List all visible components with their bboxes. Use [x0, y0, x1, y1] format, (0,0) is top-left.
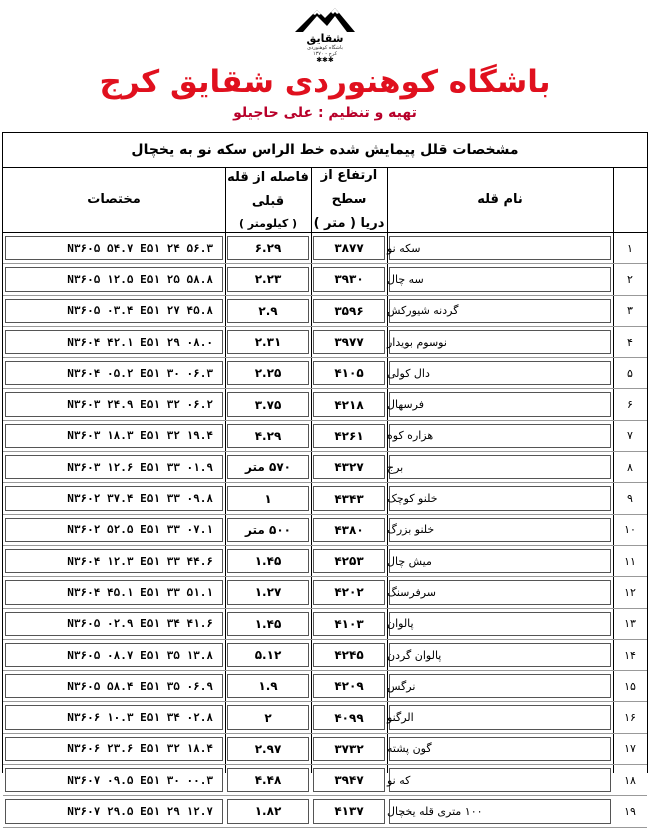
cell-elevation [311, 765, 387, 795]
cell-elevation-text: ۴۰۹۹ [334, 710, 364, 725]
cell-number [613, 452, 647, 482]
cell-coords-text: N۳۶۰۵ ۵۴.۷ E۵۱ ۲۴ ۵۶.۳ [67, 241, 213, 255]
cell-frame [389, 674, 611, 698]
cell-elevation [311, 702, 387, 732]
cell-distance-text: ۱.۲۷ [254, 585, 282, 600]
cell-coords [3, 483, 225, 513]
cell-coords [3, 515, 225, 545]
table-row [3, 640, 647, 671]
logo-stars: ✱✱✱ [316, 56, 334, 64]
cell-name-text: ۱۰۰ متری قله یخچال [387, 804, 483, 818]
table-row [3, 483, 647, 514]
cell-number-text: ۱۸ [624, 773, 636, 787]
cell-elevation [311, 389, 387, 419]
cell-number [613, 609, 647, 639]
cell-number-text: ۱۰ [624, 523, 636, 537]
cell-name-text: که نو [387, 773, 411, 787]
cell-distance [225, 609, 311, 639]
cell-distance [225, 233, 311, 263]
cell-number [613, 421, 647, 451]
cell-name [387, 452, 613, 482]
cell-coords-text: N۳۶۰۲ ۵۲.۵ E۵۱ ۳۳ ۰۷.۱ [67, 523, 213, 537]
logo-tagline: کرج - ۱۳۷۰ [312, 51, 338, 57]
cell-distance [225, 327, 311, 357]
cell-elevation-text: ۳۹۳۰ [334, 272, 364, 287]
cell-coords-text: N۳۶۰۵ ۵۸.۴ E۵۱ ۳۵ ۰۶.۹ [67, 679, 213, 693]
cell-coords-text: N۳۶۰۳ ۱۸.۳ E۵۱ ۳۲ ۱۹.۴ [67, 429, 213, 443]
cell-coords [3, 796, 225, 826]
cell-coords [3, 577, 225, 607]
cell-number-text: ۵ [627, 366, 633, 380]
cell-coords [3, 765, 225, 795]
cell-coords [3, 327, 225, 357]
cell-number [613, 546, 647, 576]
cell-number [613, 765, 647, 795]
cell-name [387, 702, 613, 732]
cell-name [387, 734, 613, 764]
table-body [3, 233, 647, 828]
cell-coords-text: N۳۶۰۵ ۰۲.۹ E۵۱ ۳۴ ۴۱.۶ [67, 617, 213, 631]
cell-number-text: ۸ [627, 460, 633, 474]
table-row [3, 389, 647, 420]
cell-frame [389, 612, 611, 636]
cell-number-text: ۴ [627, 335, 633, 349]
club-title: باشگاه کوهنوردی شقایق کرج [99, 64, 551, 100]
cell-coords [3, 233, 225, 263]
cell-number [613, 515, 647, 545]
cell-coords [3, 452, 225, 482]
cell-elevation [311, 358, 387, 388]
header-coords: مختصات [87, 192, 141, 207]
cell-number [613, 358, 647, 388]
cell-elevation [311, 609, 387, 639]
cell-elevation-text: ۴۱۰۵ [334, 366, 364, 381]
cell-name [387, 546, 613, 576]
cell-number [613, 577, 647, 607]
cell-distance-text: ۱ [264, 491, 272, 506]
cell-distance-text: ۶.۲۹ [254, 241, 282, 256]
cell-name-text: سرفرسنگ [387, 585, 436, 599]
cell-elevation [311, 421, 387, 451]
cell-frame [389, 236, 611, 260]
cell-number [613, 702, 647, 732]
cell-elevation-text: ۴۲۰۹ [334, 679, 364, 694]
cell-distance [225, 452, 311, 482]
cell-name [387, 796, 613, 826]
table-row [3, 515, 647, 546]
cell-number [613, 264, 647, 294]
table-row [3, 452, 647, 483]
cell-distance [225, 734, 311, 764]
cell-number [613, 327, 647, 357]
table-row [3, 327, 647, 358]
cell-elevation-text: ۴۱۳۷ [334, 804, 364, 819]
cell-number [613, 389, 647, 419]
cell-distance [225, 264, 311, 294]
cell-number [613, 640, 647, 670]
cell-number [613, 233, 647, 263]
cell-number-text: ۱ [627, 241, 633, 255]
cell-distance [225, 671, 311, 701]
cell-number [613, 734, 647, 764]
cell-name [387, 264, 613, 294]
table-row [3, 264, 647, 295]
cell-distance-text: ۴.۲۹ [254, 428, 282, 443]
cell-coords [3, 640, 225, 670]
peaks-table [2, 132, 648, 819]
logo-subtitle: باشگاه کوهنوردی [307, 45, 343, 51]
cell-name-text: گون پشته [387, 742, 432, 756]
cell-distance [225, 577, 311, 607]
cell-elevation-text: ۴۲۰۲ [334, 585, 364, 600]
cell-distance [225, 546, 311, 576]
table-row [3, 734, 647, 765]
cell-number-text: ۲ [627, 272, 633, 286]
cell-elevation [311, 546, 387, 576]
cell-elevation-text: ۴۲۵۳ [334, 554, 364, 569]
cell-elevation [311, 671, 387, 701]
cell-elevation-text: ۳۷۳۲ [334, 741, 364, 756]
cell-distance-text: ۱.۴۵ [254, 616, 282, 631]
credit-line: تهیه و تنظیم : علی حاجیلو [233, 105, 417, 121]
cell-name [387, 765, 613, 795]
cell-name-text: پالوان [387, 617, 414, 631]
cell-coords [3, 421, 225, 451]
cell-coords-text: N۳۶۰۲ ۳۷.۴ E۵۱ ۳۳ ۰۹.۸ [67, 492, 213, 506]
cell-coords-text: N۳۶۰۶ ۲۳.۶ E۵۱ ۳۲ ۱۸.۴ [67, 742, 213, 756]
cell-coords [3, 546, 225, 576]
cell-number [613, 483, 647, 513]
cell-name-text: خلنو بزرگ [387, 523, 435, 537]
cell-coords-text: N۳۶۰۳ ۲۴.۹ E۵۱ ۳۲ ۰۶.۲ [67, 398, 213, 412]
cell-elevation-text: ۳۸۷۷ [334, 241, 364, 256]
cell-frame [389, 705, 611, 729]
cell-coords [3, 358, 225, 388]
cell-distance-text: ۴.۴۸ [254, 773, 282, 788]
cell-elevation-text: ۴۳۴۳ [334, 491, 364, 506]
cell-name-text: فرسهال [387, 398, 424, 412]
header-elevation: ارتفاع از سطح دریا ( متر ) [313, 168, 385, 231]
cell-name [387, 327, 613, 357]
cell-distance-text: ۲.۹ [258, 303, 278, 318]
cell-elevation-text: ۴۳۸۰ [334, 522, 364, 537]
cell-distance [225, 358, 311, 388]
cell-name-text: گردنه شیورکش [387, 304, 459, 318]
cell-name [387, 671, 613, 701]
cell-number-text: ۱۱ [624, 554, 636, 568]
cell-distance [225, 640, 311, 670]
table-row [3, 609, 647, 640]
cell-elevation [311, 577, 387, 607]
cell-name [387, 483, 613, 513]
cell-number-text: ۱۲ [624, 585, 636, 599]
cell-name [387, 515, 613, 545]
cell-name-text: نرگس [387, 679, 416, 693]
cell-coords-text: N۳۶۰۵ ۰۳.۴ E۵۱ ۲۷ ۴۵.۸ [67, 304, 213, 318]
cell-distance [225, 483, 311, 513]
cell-name [387, 577, 613, 607]
cell-name [387, 421, 613, 451]
cell-name-text: خلنو کوچک [387, 492, 438, 506]
cell-distance-text: ۲ [264, 710, 272, 725]
cell-coords-text: N۳۶۰۴ ۰۵.۲ E۵۱ ۳۰ ۰۶.۳ [67, 366, 213, 380]
cell-distance-text: ۲.۲۳ [254, 272, 282, 287]
cell-number-text: ۱۵ [624, 679, 636, 693]
cell-name-text: پالوان گردن [387, 648, 442, 662]
cell-distance [225, 515, 311, 545]
cell-distance-text: ۲.۹۷ [254, 741, 282, 756]
cell-coords [3, 734, 225, 764]
cell-elevation-text: ۴۲۴۵ [334, 648, 364, 662]
cell-coords-text: N۳۶۰۴ ۴۵.۱ E۵۱ ۳۳ ۵۱.۱ [67, 585, 213, 599]
logo-name: شقایق [306, 32, 344, 45]
cell-name-text: سه چال [387, 272, 424, 286]
cell-coords-text: N۳۶۰۵ ۱۲.۵ E۵۱ ۲۵ ۵۸.۸ [67, 272, 213, 286]
cell-distance [225, 796, 311, 826]
cell-name-text: سکه نو [387, 241, 421, 255]
cell-distance-text: ۵۷۰ متر [245, 460, 291, 475]
cell-coords [3, 264, 225, 294]
cell-distance-text: ۲.۳۱ [254, 335, 282, 350]
cell-number-text: ۱۳ [624, 617, 636, 631]
cell-elevation [311, 640, 387, 670]
cell-number-text: ۱۷ [624, 742, 636, 756]
header-distance: فاصله از قله قبلی ( کیلومتر ) [227, 170, 309, 230]
cell-number-text: ۹ [627, 492, 633, 506]
table-header-row [3, 168, 647, 233]
cell-name [387, 233, 613, 263]
cell-elevation [311, 452, 387, 482]
cell-elevation-text: ۳۹۷۷ [334, 335, 364, 350]
cell-coords-text: N۳۶۰۳ ۱۲.۶ E۵۱ ۳۳ ۰۱.۹ [67, 460, 213, 474]
cell-distance [225, 389, 311, 419]
cell-coords-text: N۳۶۰۴ ۱۲.۳ E۵۱ ۳۳ ۴۴.۶ [67, 554, 213, 568]
club-logo [290, 4, 360, 62]
cell-coords [3, 702, 225, 732]
cell-name [387, 609, 613, 639]
mountain-icon [293, 4, 357, 34]
cell-number-text: ۱۴ [624, 648, 636, 662]
cell-number-text: ۱۹ [624, 804, 636, 818]
table-row [3, 796, 647, 827]
cell-name-text: نوسوم بویدار [387, 335, 447, 349]
cell-distance [225, 421, 311, 451]
cell-name [387, 640, 613, 670]
cell-number-text: ۶ [627, 398, 633, 412]
cell-frame [389, 455, 611, 479]
cell-distance-text: ۵.۱۲ [254, 648, 282, 662]
cell-frame [389, 768, 611, 792]
table-row [3, 358, 647, 389]
cell-distance [225, 296, 311, 326]
cell-name-text: دال کولی [387, 366, 430, 380]
table-caption: مشخصات قلل پیمایش شده خط الراس سکه نو به یخچال [3, 133, 647, 168]
cell-elevation [311, 483, 387, 513]
cell-coords [3, 296, 225, 326]
cell-number-text: ۷ [627, 429, 633, 443]
table-row [3, 546, 647, 577]
table-row [3, 765, 647, 796]
cell-name-text: هزاره کوه [387, 429, 434, 443]
cell-coords-text: N۳۶۰۷ ۲۹.۵ E۵۱ ۲۹ ۱۲.۷ [67, 804, 213, 818]
cell-distance-text: ۳.۷۵ [254, 397, 282, 412]
table-row [3, 577, 647, 608]
cell-distance [225, 702, 311, 732]
cell-coords-text: N۳۶۰۴ ۴۲.۱ E۵۱ ۲۹ ۰۸.۰ [67, 335, 213, 349]
cell-elevation [311, 515, 387, 545]
cell-coords-text: N۳۶۰۶ ۱۰.۳ E۵۱ ۳۴ ۰۲.۸ [67, 711, 213, 725]
cell-elevation-text: ۳۹۴۷ [334, 773, 364, 788]
cell-distance [225, 765, 311, 795]
cell-coords-text: N۳۶۰۵ ۰۸.۷ E۵۱ ۳۵ ۱۳.۸ [67, 648, 213, 662]
cell-elevation-text: ۴۲۶۱ [334, 428, 364, 443]
cell-coords [3, 671, 225, 701]
table-row [3, 671, 647, 702]
cell-coords-text: N۳۶۰۷ ۰۹.۵ E۵۱ ۳۰ ۰۰.۳ [67, 773, 213, 787]
table-row [3, 702, 647, 733]
cell-name-text: میش چال [387, 554, 432, 568]
cell-coords [3, 609, 225, 639]
table-row [3, 233, 647, 264]
cell-distance-text: ۲.۲۵ [254, 366, 282, 381]
table-row [3, 296, 647, 327]
cell-elevation [311, 327, 387, 357]
cell-name [387, 358, 613, 388]
cell-number [613, 796, 647, 826]
cell-elevation [311, 233, 387, 263]
cell-distance-text: ۱.۸۲ [254, 804, 282, 819]
cell-number-text: ۳ [627, 304, 633, 318]
cell-coords [3, 389, 225, 419]
cell-elevation [311, 796, 387, 826]
cell-name-text: الرگنو [387, 711, 414, 725]
cell-elevation-text: ۳۵۹۶ [334, 303, 364, 318]
cell-elevation [311, 734, 387, 764]
cell-elevation-text: ۴۲۱۸ [334, 397, 364, 412]
cell-number [613, 671, 647, 701]
cell-elevation-text: ۴۱۰۳ [334, 616, 364, 631]
table-row [3, 421, 647, 452]
cell-elevation [311, 296, 387, 326]
cell-number-text: ۱۶ [624, 711, 636, 725]
cell-name [387, 296, 613, 326]
cell-distance-text: ۵۰۰ متر [245, 522, 291, 537]
cell-elevation [311, 264, 387, 294]
cell-distance-text: ۱.۴۵ [254, 554, 282, 569]
cell-name-text: برج [387, 460, 404, 474]
cell-distance-text: ۱.۹ [258, 679, 278, 694]
cell-elevation-text: ۴۳۲۷ [334, 460, 364, 475]
cell-number [613, 296, 647, 326]
header-name: نام قله [477, 192, 523, 207]
cell-name [387, 389, 613, 419]
